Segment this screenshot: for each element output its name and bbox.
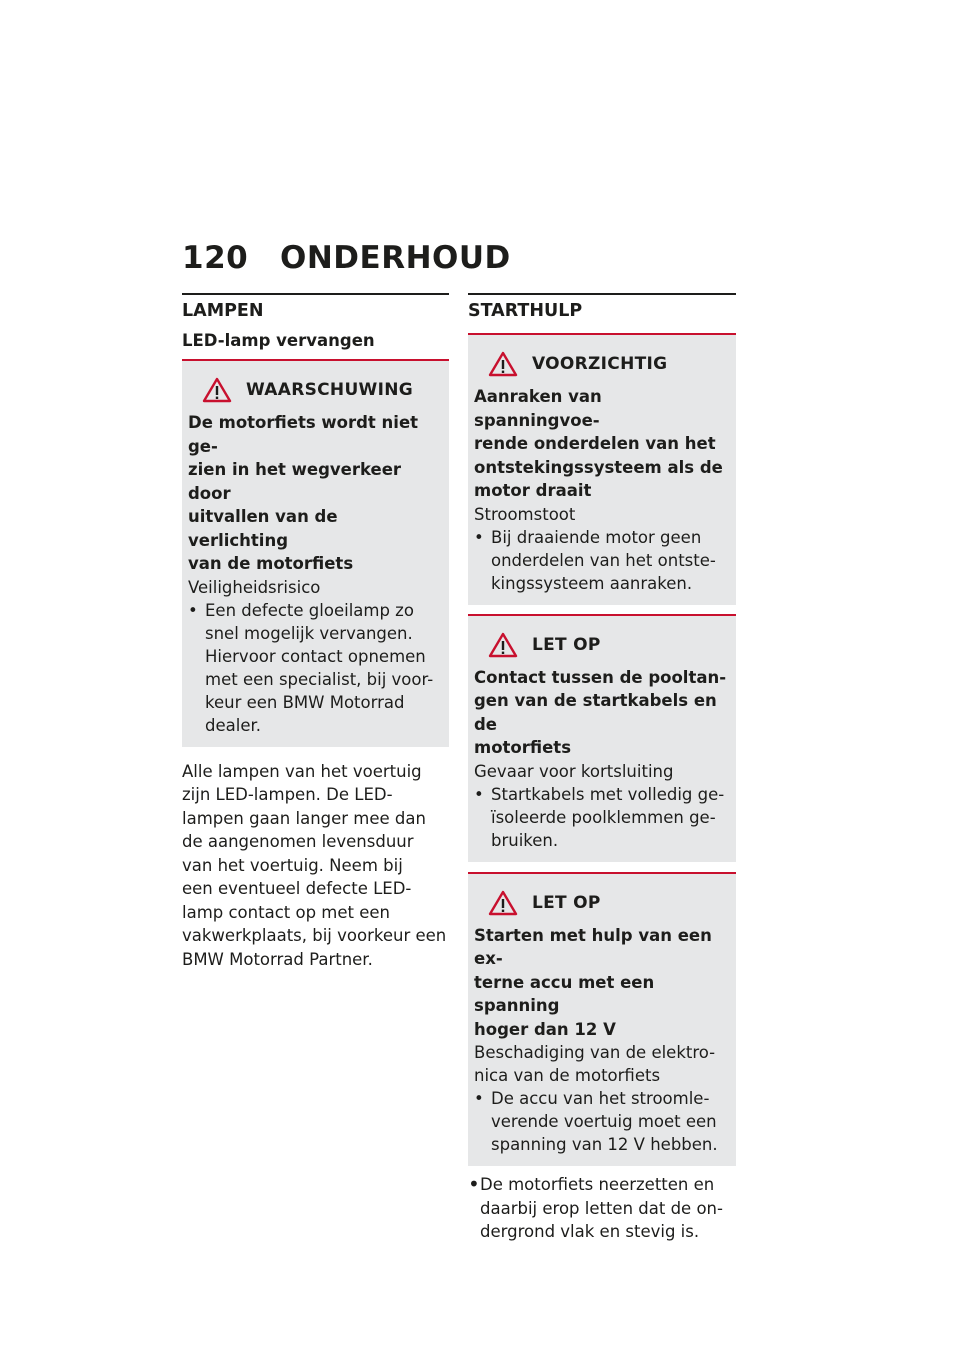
bullet-dot-icon: •	[188, 600, 198, 620]
notice-risk-text: Gevaar voor kortsluiting	[474, 761, 674, 781]
notice-title	[474, 666, 730, 760]
risk-line: Beschadiging van de elektro-	[474, 1043, 716, 1062]
notice-label: LET OP	[532, 634, 601, 655]
attention-notice-1	[468, 614, 736, 862]
warning-triangle-icon	[488, 890, 518, 916]
paragraph-line: Alle lampen van het voertuig	[182, 761, 422, 781]
caution-notice	[468, 333, 736, 605]
notice-title-line: ontstekingssysteem als de	[474, 457, 723, 477]
notice-title-line: Starten met hulp van een ex-	[474, 925, 712, 968]
notice-title	[474, 385, 730, 503]
attention-notice-2	[468, 872, 736, 1167]
warning-triangle-icon	[488, 632, 518, 658]
notice-bullet	[474, 526, 730, 595]
step-line: daarbij erop letten dat de on-	[480, 1198, 723, 1218]
paragraph-line: lampen gaan langer mee dan	[182, 808, 426, 828]
warning-triangle-icon	[202, 377, 232, 403]
step-bullet-icon: •	[468, 1172, 480, 1196]
warning-notice	[182, 359, 449, 747]
notice-title-line: gen van de startkabels en de	[474, 691, 717, 734]
bullet-dot-icon: •	[474, 784, 484, 804]
notice-title-line: De motorfiets wordt niet ge-	[188, 413, 419, 456]
notice-title-line: Aanraken van spanningvoe-	[474, 387, 602, 430]
paragraph-line: lamp contact op met een	[182, 902, 390, 922]
notice-title-line: uitvallen van de verlichting	[188, 507, 338, 550]
bullet-line: kingssysteem aanraken.	[491, 573, 693, 593]
notice-title-line: van de motorfiets	[188, 554, 354, 573]
notice-label: LET OP	[532, 892, 601, 913]
bullet-dot-icon: •	[474, 1089, 484, 1108]
notice-title-line: Contact tussen de pooltan-	[474, 667, 727, 687]
notice-title-line: hoger dan 12 V	[474, 1019, 616, 1039]
page-header	[182, 240, 511, 276]
bullet-line: spanning van 12 V hebben.	[491, 1135, 718, 1154]
bullet-line: bruiken.	[491, 830, 559, 850]
notice-title-line: zien in het wegverkeer door	[188, 460, 402, 503]
bullet-line: Een defecte gloeilamp zo	[205, 600, 414, 620]
notice-label: WAARSCHUWING	[246, 380, 414, 400]
notice-bullet	[188, 599, 443, 737]
notice-bullet	[474, 783, 730, 852]
paragraph-line: zijn LED-lampen. De LED-	[182, 785, 393, 804]
notice-title	[474, 924, 730, 1042]
notice-title-line: rende onderdelen van het	[474, 434, 716, 453]
notice-title-line: motorfiets	[474, 738, 572, 757]
notice-header	[188, 373, 443, 407]
bullet-line: dealer.	[205, 715, 261, 735]
body-paragraph	[182, 760, 449, 972]
notice-header	[474, 628, 730, 662]
paragraph-line: vakwerkplaats, bij voorkeur een	[182, 926, 447, 945]
left-column	[182, 293, 449, 971]
bullet-line: De accu van het stroomle-	[491, 1089, 710, 1108]
bullet-dot-icon: •	[474, 527, 484, 547]
warning-triangle-icon	[488, 351, 518, 377]
bullet-line: Startkabels met volledig ge-	[491, 784, 725, 804]
bullet-line: verende voertuig moet een	[491, 1112, 717, 1131]
notice-risk-text: Stroomstoot	[474, 504, 576, 524]
risk-line: nica van de motorfiets	[474, 1066, 661, 1085]
bullet-line: Bij draaiende motor geen	[491, 527, 702, 547]
chapter-title: ONDERHOUD	[280, 240, 511, 276]
notice-title	[188, 411, 443, 576]
section-title-starthulp: STARTHULP	[468, 301, 583, 321]
section-title-lampen: LAMPEN	[182, 301, 264, 321]
subsection-title-led: LED-lamp vervangen	[182, 331, 375, 350]
paragraph-line: BMW Motorrad Partner.	[182, 949, 373, 969]
bullet-line: onderdelen van het ontste-	[491, 550, 716, 570]
notice-bullet	[474, 1087, 730, 1156]
section-rule	[468, 293, 736, 295]
paragraph-line: de aangenomen levensduur	[182, 832, 414, 851]
notice-label: VOORZICHTIG	[532, 354, 668, 374]
section-rule	[182, 293, 449, 295]
step-line: dergrond vlak en stevig is.	[480, 1222, 700, 1241]
notice-header	[474, 886, 730, 920]
notice-title-line: terne accu met een spanning	[474, 972, 655, 1015]
page-number: 120	[182, 240, 249, 276]
bullet-line: met een specialist, bij voor-	[205, 669, 434, 689]
bullet-line: keur een BMW Motorrad	[205, 692, 405, 712]
notice-risk-text: Veiligheidsrisico	[188, 577, 321, 597]
bullet-line: snel mogelijk vervangen.	[205, 623, 413, 643]
step-item	[468, 1173, 736, 1244]
bullet-line: Hiervoor contact opnemen	[205, 646, 426, 666]
paragraph-line: een eventueel defecte LED-	[182, 879, 412, 898]
step-line: De motorfiets neerzetten en	[480, 1175, 715, 1194]
paragraph-line: van het voertuig. Neem bij	[182, 855, 403, 875]
notice-header	[474, 347, 730, 381]
right-column	[468, 293, 736, 1244]
bullet-line: ïsoleerde poolklemmen ge-	[491, 807, 716, 827]
notice-title-line: motor draait	[474, 481, 592, 500]
notice-risk-text	[474, 1041, 730, 1087]
